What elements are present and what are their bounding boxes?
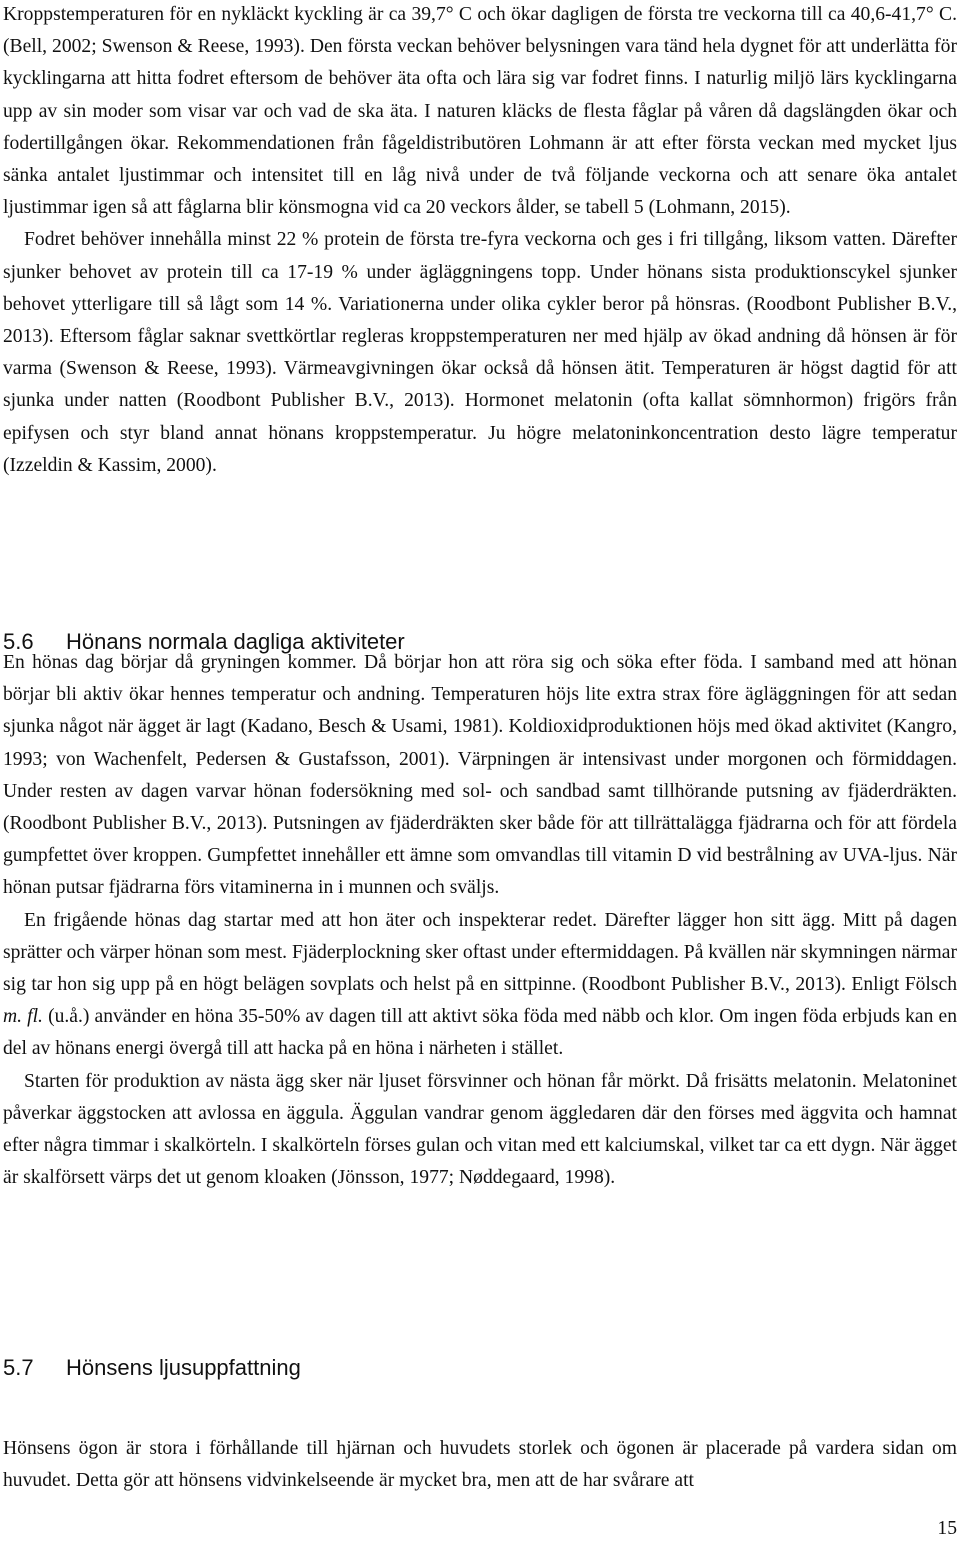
paragraph-free-range-day-tail: (u.å.) använder en höna 35-50% av dagen till att aktivt söka föda med näbb och klor. Om ingen föda erbjuds kan en del av hönans energi övergå till att hacka på en höna i närheten i stället. xyxy=(3,1006,957,1060)
paragraph-free-range-day xyxy=(3,905,957,1066)
paragraph-daily-activity: En hönas dag börjar då gryningen kommer. Då börjar hon att röra sig och söka efter föda. I samband med att hönan börjar bli aktiv ökar hennes temperatur och andning. Temperaturen höjs lite extra strax före ägläggningen för att sedan sjunka något när ägget är lagt (Kadano, Besch & Usami, 1981). Koldioxidproduktionen höjs med ökad aktivitet (Kangro, 1993; von Wachenfelt, Pedersen & Gustafsson, 2001). Värpningen är intensivast under morgonen och förmiddagen. Under resten av dagen varvar hönan fodersökning med sol- och sandbad samt tillhörande putsning av fjäderdräkten. (Roodbont Publisher B.V., 2013). Putsningen av fjäderdräkten sker både för att tillrättalägga fjädrarna och för att fördela gumpfettet över kroppen. Gumpfettet innehåller ett ämne som omvandlas till vitamin D vid bestrålning av UVA-ljus. När hönan putsar fjädrarna förs vitaminerna in i munnen och sväljs. xyxy=(3,652,957,899)
paragraph-feed-text: Fodret behöver innehålla minst 22 % protein de första tre-fyra veckorna och ges i fri tillgång, liksom vatten. Därefter sjunker behovet av protein till ca 17-19 % under ägläggningens topp. Under hönans sista produktionscykel sjunker behovet ytterligare till så lågt som 14 %. Variationerna under olika cykler beror på hönsras. (Roodbont Publisher B.V., 2013). Eftersom fåglar saknar svettkörtlar regleras kroppstemperaturen ner med hjälp av ökad andning då hönsen är för varma (Swenson & Reese, 1993). Värmeavgivningen ökar också då hönsen ätit. Temperaturen är högst dagtid för att sjunka under natten (Roodbont Publisher B.V., 2013). Hormonet melatonin (ofta kallat sömnhormon) frigörs från epifysen och styr bland annat hönans kroppstemperatur. Ju högre melatoninkoncentration desto lägre temperatur (Izzeldin & Kassim, 2000). xyxy=(3,229,957,476)
section-number: 5.6 xyxy=(3,629,34,654)
paragraph-body-temperature xyxy=(3,0,957,482)
paragraph-free-range-day-text: En frigående hönas dag startar med att hon äter och inspekterar redet. Därefter lägger hon sitt ägg. Mitt på dagen sprätter och värper hönan som mest. Fjäderplockning sker oftast under eftermiddagen. På kvällen när skymningen närmar sig tar hon sig upp på en högt belägen sovplats och helst på en sittpinne. (Roodbont Publisher B.V., 2013). Enligt Fölsch xyxy=(3,909,957,996)
paragraph-egg-production: Starten för produktion av nästa ägg sker när ljuset försvinner och hönan får mörkt. Då frisätts melatonin. Melatoninet påverkar äggstocken att avlossa en äggula. Äggulan vandrar genom äggledaren där den förses med äggvita och hamnat efter några timmar i skalkörteln. I skalkörteln förses gulan och vitan med ett kalciumskal, vilket tar ca ett dygn. När ägget är skalförsett värps det ut genom kloaken (Jönsson, 1977; Nøddegaard, 1998). xyxy=(3,1070,957,1189)
paragraph-vision: Hönsens ögon är stora i förhållande till hjärnan och huvudets storlek och ögonen är placerade på vardera sidan om huvudet. Detta gör att hönsens vidvinkelseende är mycket bra, men att de har svårare att xyxy=(3,1438,957,1492)
page-number: 15 xyxy=(937,1518,957,1539)
section-5-6-body xyxy=(3,647,957,1194)
italic-abbreviation: m. fl. xyxy=(3,1006,43,1028)
section-heading-5-7 xyxy=(3,1354,301,1382)
section-title: Hönsens ljusuppfattning xyxy=(66,1355,301,1380)
section-number: 5.7 xyxy=(3,1355,34,1380)
section-title: Hönans normala dagliga aktiviteter xyxy=(66,629,405,654)
paragraph-body-temperature-text: Kroppstemperaturen för en nykläckt kyckling är ca 39,7° C och ökar dagligen de första tre veckorna till ca 40,6-41,7° C. (Bell, 2002; Swenson & Reese, 1993). Den första veckan behöver belysningen vara tänd hela dygnet för att underlätta för kycklingarna att hitta fodret eftersom de behöver äta ofta och lära sig var fodret finns. I naturlig miljö lärs kycklingarna upp av sin moder som visar var och vad de ska äta. I naturen kläcks de flesta fåglar på våren då dagslängden ökar och fodertillgången ökar. Rekommendationen från fågeldistributören Lohmann är att efter första veckan med mycket ljus sänka antalet ljustimmar och intensitet till en låg nivå under de två följande veckorna och att senare öka antalet ljustimmar igen så att fåglarna blir könsmogna vid ca 20 veckors ålder, se tabell 5 (Lohmann, 2015). xyxy=(3,4,957,219)
